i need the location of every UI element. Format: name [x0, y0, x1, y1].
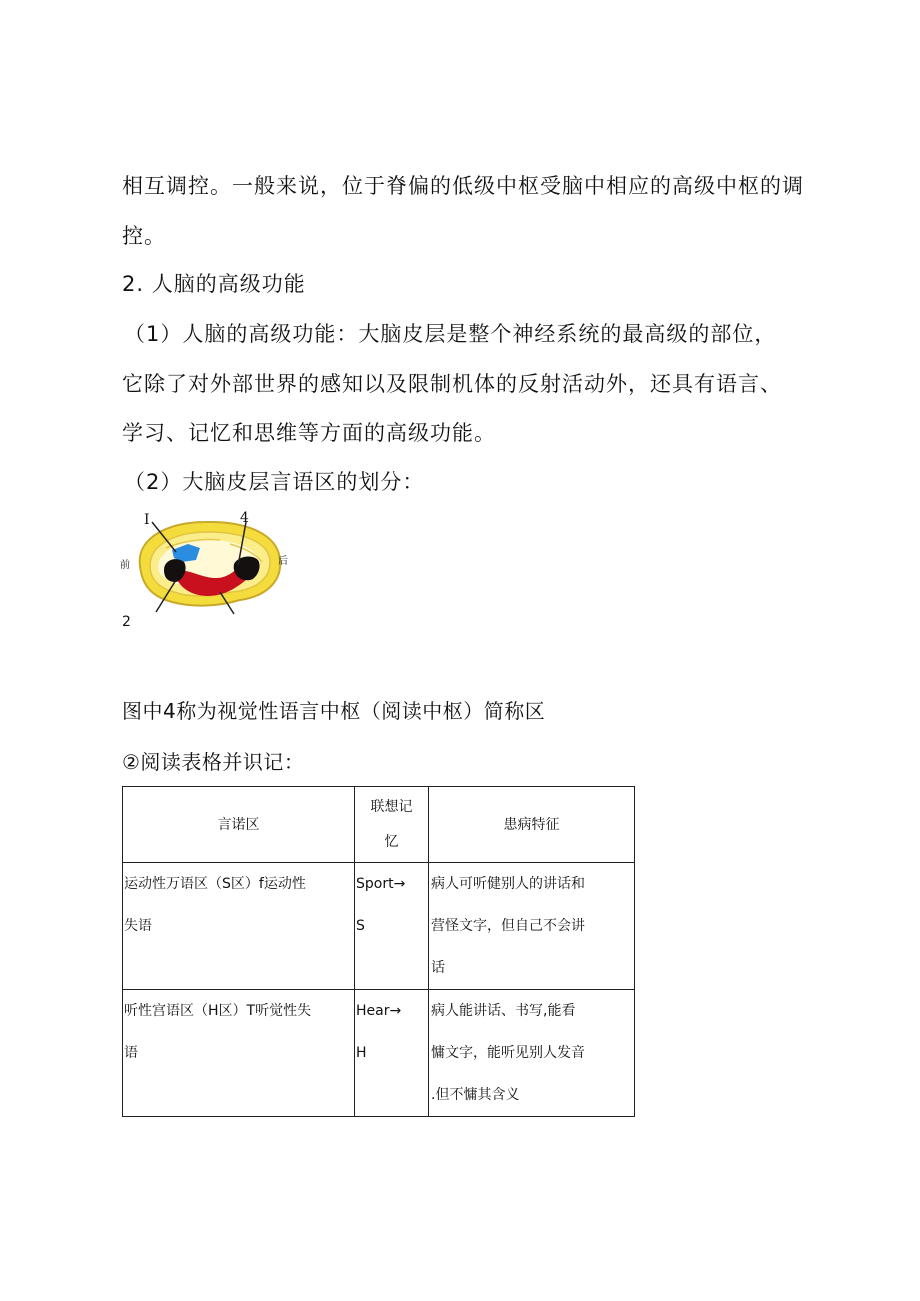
- cell-memory: [355, 990, 429, 1117]
- cell-line: 失语: [124, 918, 152, 934]
- table-row: [123, 990, 635, 1117]
- item2-text: （2）大脑皮层言语区的划分：: [124, 470, 425, 494]
- cell-line: .但不慵其含义: [431, 1087, 520, 1103]
- header-memory: [355, 787, 429, 863]
- cell-line: 病人可听健别人的讲话和: [431, 876, 585, 892]
- cell-line: H: [356, 1045, 367, 1061]
- item1-line: 学习、记忆和思维等方面的高级功能。: [122, 421, 496, 445]
- paragraph-line: 相互调控。一般来说，位于脊偏的低级中枢受脑中相应的高级中枢的调: [122, 174, 804, 198]
- cell-line: S: [356, 918, 365, 934]
- cell-line: 话: [431, 960, 445, 976]
- label-4: 4: [240, 510, 249, 526]
- cell-line: 营怪文字，但自己不会讲: [431, 918, 585, 934]
- section-heading: 2. 人脑的高级功能: [122, 272, 306, 296]
- table-row: [123, 863, 635, 990]
- label-front: 前: [120, 560, 130, 571]
- paragraph-table-intro: ②阅读表格并识记：: [122, 750, 305, 774]
- figure-caption: 2: [122, 614, 131, 630]
- cell-area: [123, 863, 355, 990]
- paragraph-figure-note: 图中4称为视觉性语言中枢（阅读中枢）简称区: [122, 699, 546, 723]
- item1-line: （1）人脑的高级功能：大脑皮层是整个神经系统的最高级的部位，: [124, 322, 777, 346]
- header-memory-line2: 忆: [384, 833, 399, 850]
- cell-line: 运动性万语区（S区）f运动性: [124, 876, 306, 892]
- item1-line: 它除了对外部世界的感知以及限制机体的反射活动外，还具有语言、: [122, 372, 782, 396]
- label-back: 后: [278, 556, 288, 567]
- cell-line: 听性宫语区（H区）T听觉性失: [124, 1003, 312, 1019]
- header-memory-line1: 联想记: [370, 798, 413, 815]
- cell-area: [123, 990, 355, 1117]
- language-area-table: [122, 786, 635, 1117]
- cell-symptom: [429, 990, 635, 1117]
- label-1: I: [144, 512, 150, 528]
- cell-line: Sport→: [356, 876, 406, 892]
- brain-language-area-figure: [120, 508, 290, 616]
- cell-memory: [355, 863, 429, 990]
- cell-line: 病人能讲话、书写,能看: [431, 1003, 576, 1019]
- header-area: 言诺区: [123, 787, 355, 863]
- cell-symptom: [429, 863, 635, 990]
- cell-line: Hear→: [356, 1003, 402, 1019]
- table-header-row: [123, 787, 635, 863]
- header-symptom: 患病特征: [429, 787, 635, 863]
- paragraph-line: 控。: [122, 224, 166, 248]
- cell-line: 慵文字，能听见别人发音: [431, 1045, 585, 1061]
- cell-line: 语: [124, 1045, 138, 1061]
